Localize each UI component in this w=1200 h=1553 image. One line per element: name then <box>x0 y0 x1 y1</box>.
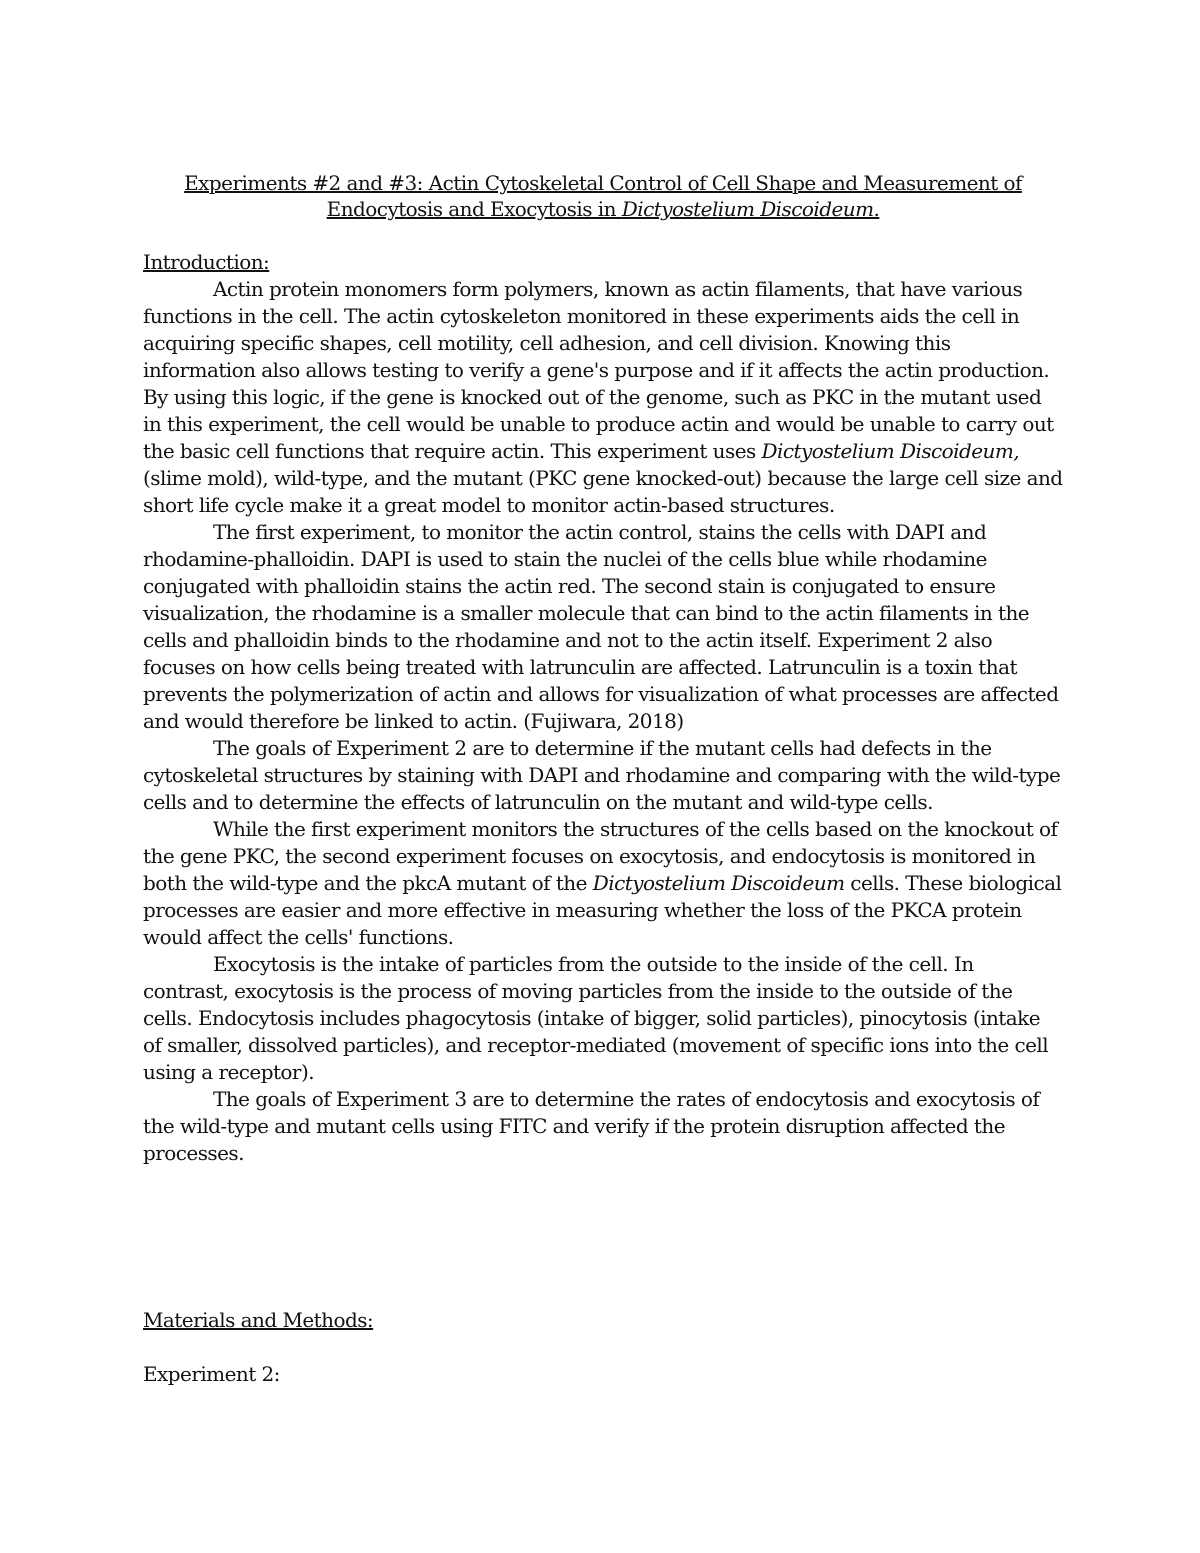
title-line-2-prefix: Endocytosis and Exocytosis in <box>326 197 622 221</box>
title-line-2-suffix: . <box>873 197 880 221</box>
title-line-1: Experiments #2 and #3: Actin Cytoskeletal Control of Cell Shape and Measurement of <box>184 171 1022 195</box>
document-title <box>143 170 1063 222</box>
intro-p4-text-b: cells. These biological processes are easier and more effective in measuring whether the loss of the PKCA protein would affect the cells' functions. <box>143 871 1062 949</box>
intro-paragraph-2: The first experiment, to monitor the actin control, stains the cells with DAPI and rhodamine-phalloidin. DAPI is used to stain the nuclei of the cells blue while rhodamine conjugated with phalloidin stains the actin red. The second stain is conjugated to ensure visualization, the rhodamine is a smaller molecule that can bind to the actin filaments in the cells and phalloidin binds to the rhodamine and not to the actin itself. Experiment 2 also focuses on how cells being treated with latrunculin are affected. Latrunculin is a toxin that prevents the polymerization of actin and allows for visualization of what processes are affected and would therefore be linked to actin. (Fujiwara, 2018) <box>143 520 1059 733</box>
intro-paragraph-6: The goals of Experiment 3 are to determine the rates of endocytosis and exocytosis of the wild-type and mutant cells using FITC and verify if the protein disruption affected the processes. <box>143 1087 1040 1165</box>
experiment-2-heading: Experiment 2: <box>143 1362 280 1386</box>
intro-paragraph-4 <box>143 816 1063 951</box>
intro-paragraph-5: Exocytosis is the intake of particles from the outside to the inside of the cell. In contrast, exocytosis is the process of moving particles from the inside to the outside of the cells. Endocytosis includes phagocytosis (intake of bigger, solid particles), pinocytosis (intake of smaller, dissolved particles), and receptor-mediated (movement of specific ions into the cell using a receptor). <box>143 952 1049 1084</box>
introduction-heading: Introduction: <box>143 250 270 274</box>
document-page <box>143 170 1063 1386</box>
title-line-2 <box>143 196 1063 222</box>
intro-p4-species: Dictyostelium Discoideum <box>592 871 845 895</box>
intro-p1-species: Dictyostelium Discoideum, <box>761 439 1020 463</box>
intro-p1-text-a: Actin protein monomers form polymers, known as actin filaments, that have various functions in the cell. The actin cytoskeleton monitored in these experiments aids the cell in acquiring specific shapes, cell motility, cell adhesion, and cell division. Knowing this information also allows testing to verify a gene's purpose and if it affects the actin production. By using this logic, if the gene is knocked out of the genome, such as PKC in the mutant used in this experiment, the cell would be unable to produce actin and would be unable to carry out the basic cell functions that require actin. This experiment uses <box>143 277 1054 463</box>
intro-paragraph-1 <box>143 276 1063 519</box>
intro-p4-text-a: While the first experiment monitors the structures of the cells based on the knockout of the gene PKC, the second experiment focuses on exocytosis, and endocytosis is monitored in both the wild-type and the pkcA mutant of the <box>143 817 1058 895</box>
intro-p1-text-b: (slime mold), wild-type, and the mutant (PKC gene knocked-out) because the large cell size and short life cycle make it a great model to monitor actin-based structures. <box>143 466 1063 517</box>
materials-methods-heading: Materials and Methods: <box>143 1308 374 1332</box>
title-species-name: Dictyostelium Discoideum <box>621 197 874 221</box>
intro-paragraph-3: The goals of Experiment 2 are to determine if the mutant cells had defects in the cytoskeletal structures by staining with DAPI and rhodamine and comparing with the wild-type cells and to determine the effects of latrunculin on the mutant and wild-type cells. <box>143 736 1061 814</box>
